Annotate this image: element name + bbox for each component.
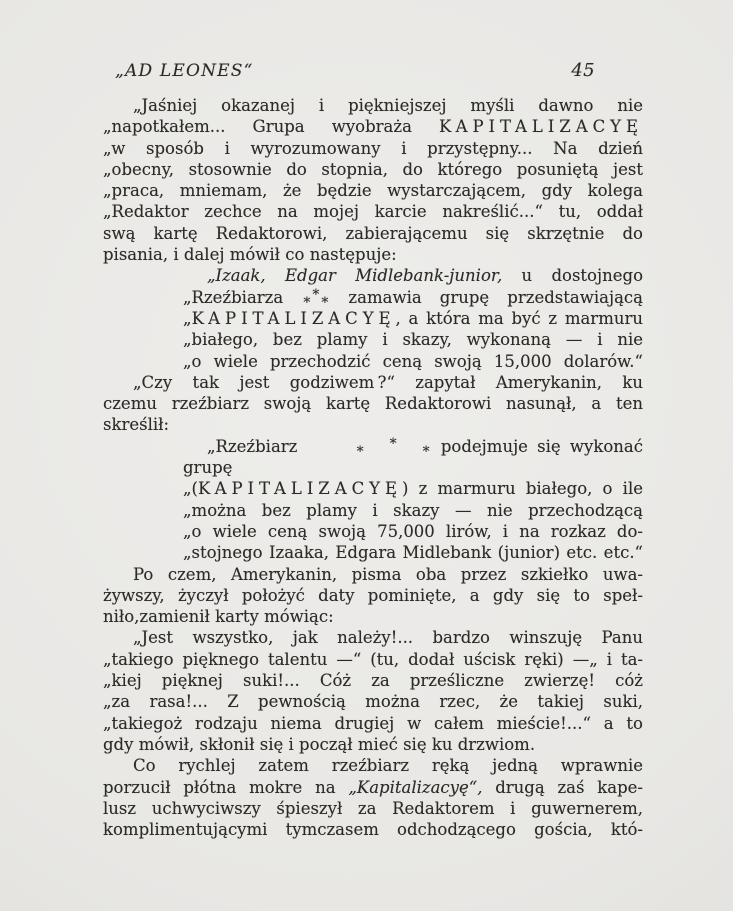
page-header (115, 60, 595, 81)
text-line (103, 734, 643, 755)
text-line (103, 755, 643, 776)
text-segment: niło,zamienił karty mówiąc: (103, 607, 334, 627)
text-line (103, 798, 643, 819)
text-line (103, 414, 643, 435)
text-segment: „o wiele ceną swoją 75,000 lirów, i na rozkaz do- (183, 521, 643, 541)
text-line (183, 329, 643, 350)
text-segment: podejmuje się wykonać grupę (183, 436, 644, 478)
text-line (103, 649, 643, 670)
text-line (183, 521, 643, 542)
running-title: „AD LEONES“ (115, 61, 254, 81)
text-segment: „kiej pięknej suki!... Cóż za prześliczne zwierzę! cóż (103, 671, 643, 691)
text-segment: „Redaktor zechce na mojej karcie nakreślić...“ tu, oddał (103, 202, 643, 222)
text-segment: KAPITALIZACYĘ (191, 308, 396, 328)
text-line (103, 713, 643, 734)
asterism-mark: * * * (356, 435, 430, 460)
text-segment: lusz uchwyciwszy śpieszył za Redaktorem i guwernerem, (103, 798, 643, 818)
text-line (183, 286, 643, 311)
text-segment: „za rasa!... Z pewnością można rzec, że takiej suki, (103, 692, 643, 712)
text-segment: ) z marmuru białego, o ile (401, 479, 643, 499)
text-segment: „stojnego Izaaka, Edgara Midlebank (junior) etc. etc.“ (183, 543, 643, 563)
text-segment: „takiego pięknego talentu —“ (tu, dodał uścisk ręki) —„ i ta- (103, 649, 643, 669)
text-segment: Po czem, Amerykanin, pisma oba przez szkiełko uwa- (133, 564, 643, 584)
text-line (103, 777, 643, 798)
text-line (103, 393, 643, 414)
text-segment: , a która ma być z marmuru (395, 308, 643, 328)
text-line (103, 201, 643, 222)
text-line (103, 564, 643, 585)
text-line (103, 180, 643, 201)
text-line (103, 627, 643, 648)
text-segment: „białego, bez plamy i skazy, wykonaną — i nie (183, 330, 643, 350)
text-line (103, 691, 643, 712)
text-segment: gdy mówił, skłonił się i począł mieć się ku drzwiom. (103, 734, 536, 754)
text-segment: „Czy tak jest godziwem ?“ zapytał Amerykanin, ku (133, 372, 643, 392)
text-segment: „napotkałem... Grupa wyobraża (103, 117, 440, 137)
text-line (183, 265, 643, 286)
text-segment: żywszy, życzył położyć daty pominięte, a gdy się to speł- (103, 585, 643, 605)
text-line (183, 351, 643, 372)
text-segment: drugą zaś kape- (482, 777, 643, 797)
text-line (103, 138, 643, 159)
text-segment: czemu rzeźbiarz swoją kartę Redaktorowi nasunął, a ten (103, 394, 643, 414)
text-segment: „o wiele przechodzić ceną swoją 15,000 dolarów.“ (183, 351, 643, 371)
text-segment: swą kartę Redaktorowi, zabierającemu się skrzętnie do (103, 223, 643, 243)
text-segment: KAPITALIZACYĘ (198, 479, 402, 499)
text-segment: „Kapitalizacyę“, (348, 777, 483, 797)
text-segment: „w sposób i wyrozumowany i przystępny... Na dzień (103, 138, 643, 158)
text-line (103, 819, 643, 840)
text-line (103, 606, 643, 627)
page-number: 45 (571, 60, 595, 81)
text-segment: „Izaak, Edgar Midlebank-junior, (207, 266, 503, 286)
text-line (103, 670, 643, 691)
text-line (183, 500, 643, 521)
text-line (183, 436, 643, 479)
text-segment: „takiegoż rodzaju niema drugiej w całem mieście!...“ a to (103, 713, 643, 733)
text-segment: „ (183, 308, 192, 328)
text-line (103, 223, 643, 244)
text-segment: zamawia grupę przedstawiającą (330, 287, 643, 307)
text-segment: „obecny, stosownie do stopnia, do którego posuniętą jest (103, 159, 643, 179)
text-segment: pisania, i dalej mówił co następuje: (103, 245, 397, 265)
text-segment: „( (183, 479, 198, 499)
text-segment: „Jest wszystko, jak należy!... bardzo winszuję Panu (133, 628, 643, 648)
text-segment: „można bez plamy i skazy — nie przechodzącą (183, 500, 643, 520)
text-segment: „Jaśniej okazanej i piękniejszej myśli dawno nie (133, 96, 643, 115)
text-line (183, 542, 643, 563)
text-block (103, 95, 643, 840)
text-segment: Co rychlej zatem rzeźbiarz ręką jedną wprawnie (133, 756, 643, 776)
text-line (103, 95, 643, 116)
text-segment: KAPITALIZACYĘ (439, 117, 643, 137)
text-line (183, 308, 643, 329)
asterism-mark: * * * (303, 286, 329, 311)
text-line (103, 244, 643, 265)
text-line (103, 372, 643, 393)
text-line (103, 116, 643, 137)
text-line (103, 585, 643, 606)
text-segment: komplimentującymi tymczasem odchodzącego gościa, któ- (103, 820, 643, 840)
text-segment: skreślił: (103, 415, 170, 435)
text-segment: porzucił płótna mokre na (103, 777, 349, 797)
text-segment: „praca, mniemam, że będzie wystarczającem, gdy kolega (103, 181, 643, 201)
text-segment: „Rzeźbiarza (183, 287, 302, 307)
text-segment: u dostojnego (502, 266, 643, 286)
text-line (183, 478, 643, 499)
text-line (103, 159, 643, 180)
text-segment: „Rzeźbiarz (207, 436, 307, 456)
